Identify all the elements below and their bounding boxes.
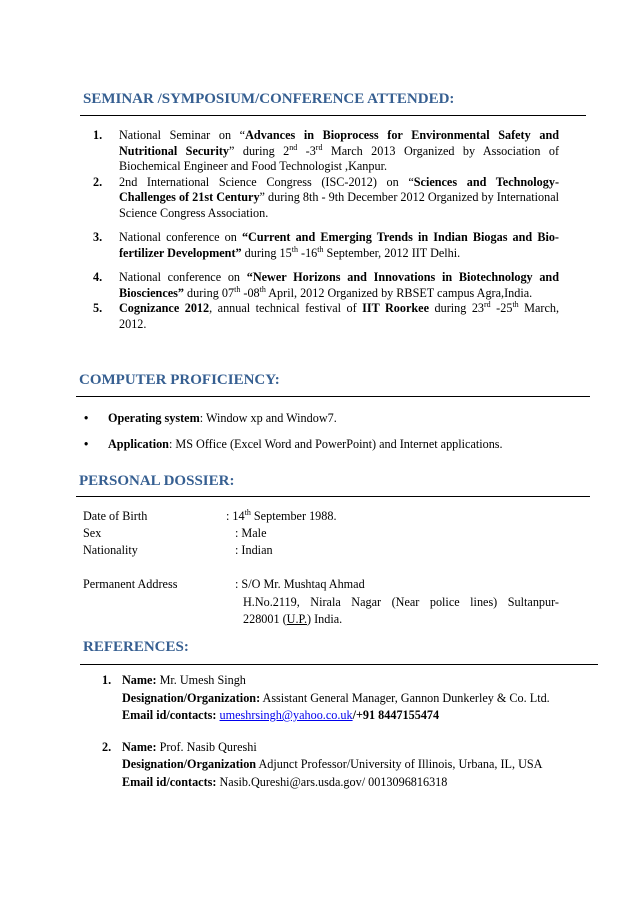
list-number: 2.	[93, 174, 103, 189]
seminar-divider	[80, 115, 586, 116]
reference-contact: Email id/contacts: umeshrsingh@yahoo.co.uk/+91 8447155474	[122, 708, 440, 722]
seminar-item-3: 3. National conference on “Current and Emerging Trends in Indian Biogas and Bio-fertilizer Development” during 15th -16th September, 2012 IIT Delhi.	[93, 230, 559, 260]
seminar-item-1: 1. National Seminar on “Advances in Bioprocess for Environmental Safety and Nutritional Security” during 2nd -3rd March 2013 Organized by Association of Biochemical Engineer and Food Technologist ,Kanpur.	[93, 128, 560, 173]
bullet-icon: •	[84, 436, 89, 451]
list-number: 4.	[93, 270, 103, 284]
address-label: Permanent Address	[83, 577, 178, 591]
seminar-title: “Newer Horizons and Innovations in Biotechnology and Biosciences”	[119, 270, 559, 300]
reference-contact: Email id/contacts: Nasib.Qureshi@ars.usda.gov/ 0013096816318	[122, 774, 448, 789]
seminar-section-title: SEMINAR /SYMPOSIUM/CONFERENCE ATTENDED:	[83, 91, 455, 107]
dob-value: : 14th September 1988.	[226, 507, 337, 523]
list-number: 5.	[93, 301, 103, 315]
seminar-title: “Current and Emerging Trends in Indian Biogas and Bio-fertilizer Development”	[119, 230, 559, 260]
reference-designation: Designation/Organization Adjunct Professor/University of Illinois, Urbana, IL, USA	[122, 757, 543, 771]
seminar-title: Cognizance 2012	[119, 301, 210, 315]
list-number: 3.	[93, 230, 103, 244]
list-number: 1.	[93, 128, 103, 142]
computer-divider	[76, 396, 590, 397]
references-divider	[80, 664, 598, 665]
address-line-1: : S/O Mr. Mushtaq Ahmad	[235, 577, 365, 591]
sex-value: : Male	[235, 526, 267, 540]
reference-name: Name: Mr. Umesh Singh	[122, 673, 246, 687]
computer-list	[84, 411, 564, 452]
seminar-item-2: 2. 2nd International Science Congress (ISC-2012) on “Sciences and Technology- Challenges of 21st Century” during 8th - 9th December 2012 Organized by International Science Congress Association.	[93, 174, 559, 220]
seminar-title: Sciences and Technology- Challenges of 21st Century	[119, 174, 559, 204]
seminar-item-4: 4. National conference on “Newer Horizons and Innovations in Biotechnology and Biosciences” during 07th -08th April, 2012 Organized by RBSET campus Agra,India.	[93, 270, 559, 300]
reference-item-2	[102, 740, 559, 791]
email-link[interactable]: umeshrsingh@yahoo.co.uk	[219, 708, 353, 722]
reference-name: Name: Prof. Nasib Qureshi	[122, 739, 257, 754]
dossier-section-title: PERSONAL DOSSIER:	[79, 473, 235, 489]
sex-label: Sex	[83, 526, 102, 540]
reference-designation: Designation/Organization: Assistant General Manager, Gannon Dunkerley & Co. Ltd.	[122, 690, 550, 705]
dossier-divider	[76, 496, 590, 497]
references-list	[102, 673, 559, 790]
seminar-list	[93, 128, 559, 332]
nationality-label: Nationality	[83, 543, 138, 557]
seminar-item-5: 5. Cognizance 2012, annual technical festival of IIT Roorkee during 23rd -25th March, 2012.	[93, 299, 560, 331]
reference-item-1	[102, 673, 559, 724]
computer-section-title: COMPUTER PROFICIENCY:	[79, 372, 280, 388]
bullet-icon: •	[84, 411, 89, 425]
address-line-3: 228001 (U.P.) India.	[243, 612, 343, 626]
computer-item-app: • Application: MS Office (Excel Word and PowerPoint) and Internet applications.	[84, 436, 503, 451]
nationality-value: : Indian	[235, 543, 273, 557]
list-number: 2.	[102, 739, 112, 754]
address-line-2: H.No.2119, Nirala Nagar (Near police lines) Sultanpur-	[243, 595, 559, 609]
list-number: 1.	[102, 673, 112, 687]
references-section-title: REFERENCES:	[83, 639, 189, 655]
seminar-title: Advances in Bioprocess for Environmental Safety and Nutritional Security	[119, 128, 559, 158]
dob-label: Date of Birth	[83, 509, 148, 523]
computer-item-os: • Operating system: Window xp and Window7.	[84, 411, 337, 425]
